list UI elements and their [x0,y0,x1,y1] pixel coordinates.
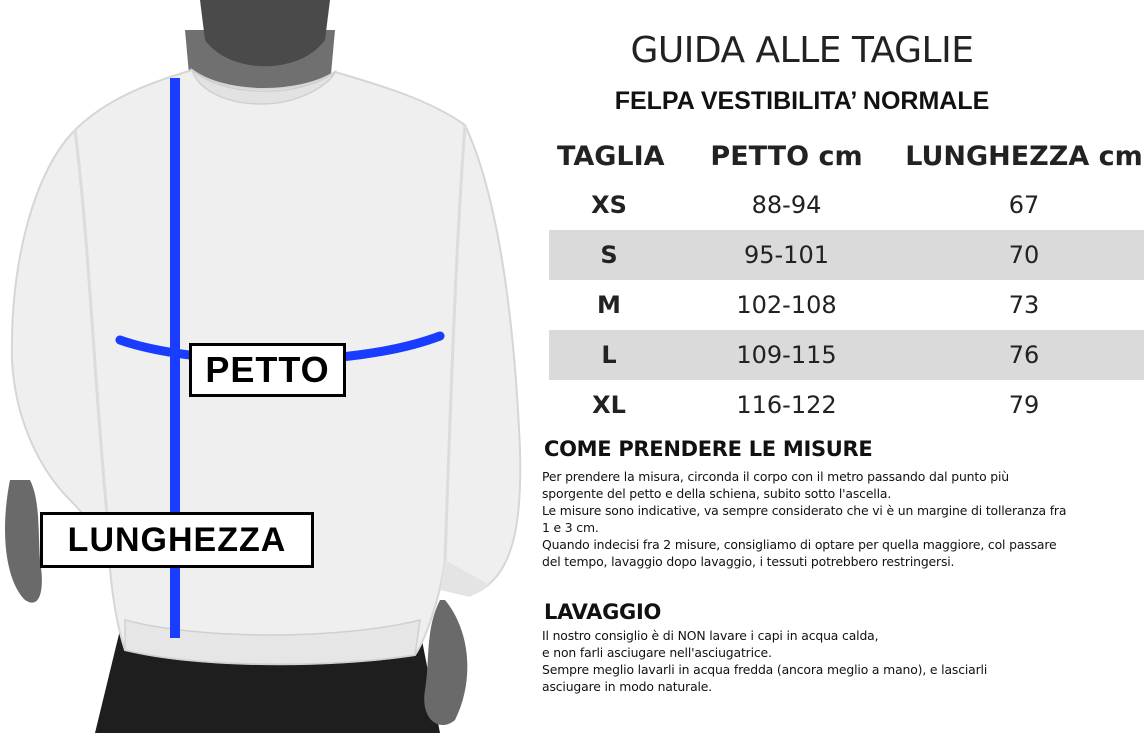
petto-label: PETTO [189,343,346,397]
petto-cell: 88-94 [751,191,822,219]
lunghezza-cell: 73 [1008,291,1040,319]
lunghezza-label: LUNGHEZZA [40,512,314,568]
model-photo [0,0,530,733]
size-cell: XL [592,391,626,419]
washing-title: LAVAGGIO [544,600,662,624]
paragraph-line: Le misure sono indicative, va sempre considerato che vi è un margine di tolleranza fra [542,503,1067,518]
paragraph-line: Per prendere la misura, circonda il corpo con il metro passando dal punto più [542,469,1009,484]
lunghezza-cell: 67 [1008,191,1040,219]
column-header-petto: PETTO cm [710,140,863,172]
paragraph-line: sporgente del petto e della schiena, subito sotto l'ascella. [542,486,892,501]
table-row [549,280,1144,330]
size-cell: M [597,291,621,319]
paragraph-line: asciugare in modo naturale. [542,679,713,694]
paragraph-line: Il nostro consiglio è di NON lavare i capi in acqua calda, [542,628,879,643]
size-cell: S [600,241,618,269]
paragraph-line: del tempo, lavaggio dopo lavaggio, i tessuti potrebbero restringersi. [542,554,955,569]
petto-cell: 116-122 [736,391,837,419]
size-cell: XS [591,191,627,219]
table-row [549,380,1144,430]
petto-cell: 102-108 [736,291,837,319]
table-header-row [549,132,1144,180]
lunghezza-cell: 76 [1008,341,1040,369]
size-cell: L [601,341,617,369]
table-row [549,230,1144,280]
column-header-lunghezza: LUNGHEZZA cm [905,140,1143,172]
paragraph-line: e non farli asciugare nell'asciugatrice. [542,645,772,660]
lunghezza-cell: 79 [1008,391,1040,419]
washing-text [542,627,1142,695]
page-subtitle: FELPA VESTIBILITA’ NORMALE [614,87,990,115]
table-row [549,180,1144,230]
table-row [549,330,1144,380]
how-to-measure-title: COME PRENDERE LE MISURE [544,437,873,461]
page-title: GUIDA ALLE TAGLIE [630,30,974,71]
petto-cell: 109-115 [736,341,837,369]
lunghezza-cell: 70 [1008,241,1040,269]
paragraph-line: Sempre meglio lavarli in acqua fredda (ancora meglio a mano), e lasciarli [542,662,988,677]
petto-cell: 95-101 [743,241,829,269]
size-table [549,132,1144,430]
paragraph-line: Quando indecisi fra 2 misure, consigliamo di optare per quella maggiore, col passare [542,537,1057,552]
paragraph-line: 1 e 3 cm. [542,520,599,535]
column-header-taglia: TAGLIA [557,140,665,172]
how-to-measure-text [542,468,1142,570]
